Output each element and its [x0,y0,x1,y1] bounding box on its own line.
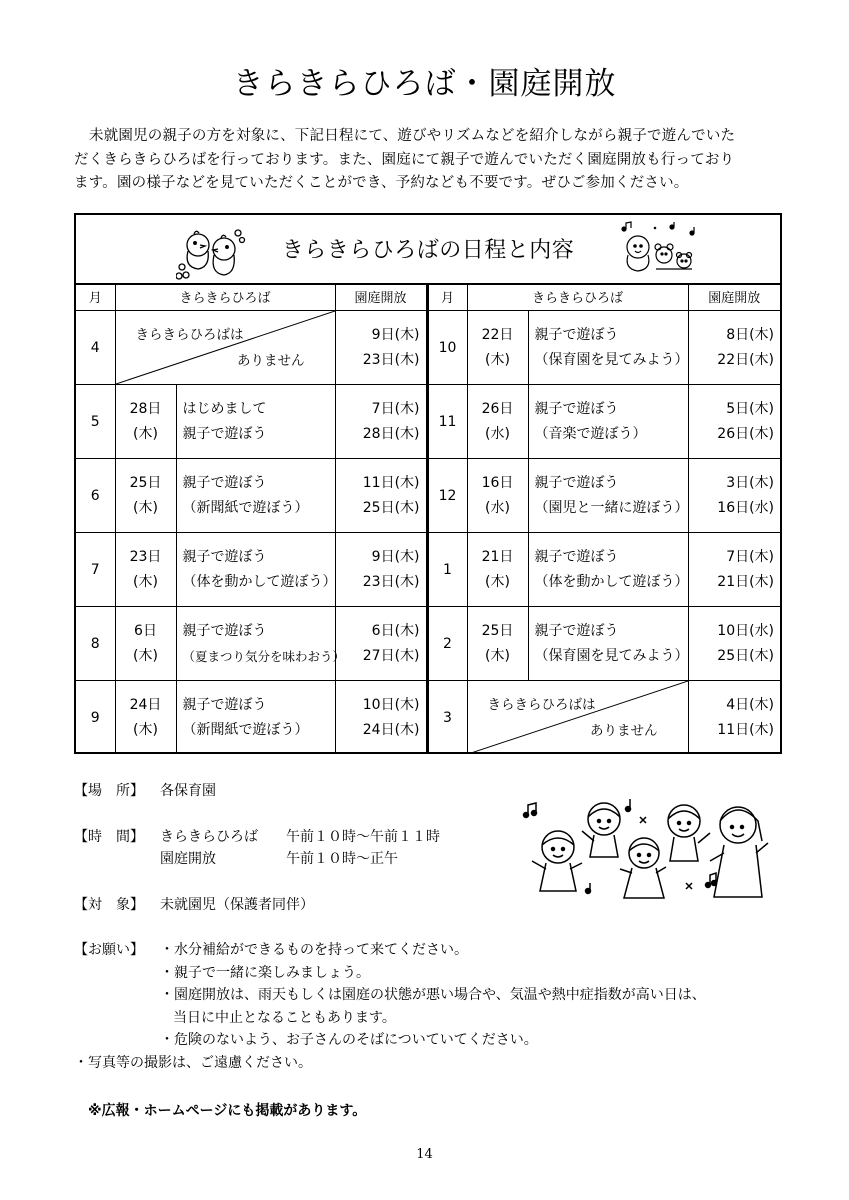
open-date: 4日(木) [726,696,775,713]
hiroba-date-cell [115,607,176,681]
header-month: 月 [76,283,115,311]
diagonal-line [468,681,688,754]
schedule-box [74,213,782,754]
hiroba-date: 26日 [481,400,514,417]
table-row [76,681,780,755]
no-event-text: きらきらひろばは [135,327,244,343]
no-event-text: ありません [590,723,658,739]
target-value: 未就園児（保護者同伴） [160,897,314,913]
open-dates-cell [688,311,780,385]
activity-title: 親子で遊ぼう [534,548,619,565]
activity-cell [176,533,335,607]
activity-cell [176,607,346,681]
hiroba-date: 23日 [129,548,162,565]
open-dates-cell [688,533,780,607]
month-cell: 5 [76,385,115,459]
hiroba-date: 25日 [481,622,514,639]
open-dates-cell [335,311,427,385]
no-event-cell [467,681,688,755]
activity-cell [176,385,335,459]
diagonal-line [116,311,335,384]
activity-cell [528,533,688,607]
schedule-title: きらきらひろばの日程と内容 [281,238,575,263]
open-date: 27日(木) [362,647,420,664]
open-date: 7日(木) [726,548,775,565]
table-header-row [76,283,780,311]
open-dates-cell [335,533,427,607]
month-cell: 12 [427,459,467,533]
time-info [74,826,440,870]
open-date: 24日(木) [362,721,420,738]
open-date: 26日(木) [717,425,775,442]
page-title: きらきらひろば・園庭開放 [232,66,617,102]
month-cell: 11 [427,385,467,459]
activity-theme: （新聞紙で遊ぼう） [182,721,309,738]
month-cell: 10 [427,311,467,385]
activity-cell [176,681,335,755]
kids-dancing-illustration-icon [520,795,776,907]
hiroba-weekday: (木) [485,351,510,368]
activity-theme: （音楽で遊ぼう） [534,425,647,442]
hiroba-date: 24日 [129,696,162,713]
hiroba-date: 22日 [481,326,514,343]
request-item: ・園庭開放は、雨天もしくは園庭の状態が悪い場合や、気温や熱中症指数が高い日は、 [160,987,706,1003]
open-date: 9日(木) [371,548,420,565]
header-open: 園庭開放 [688,283,780,311]
activity-title: 親子で遊ぼう [534,400,619,417]
open-dates-cell [335,385,427,459]
request-item: ・親子で一緒に楽しみましょう。 [160,964,370,981]
open-date: 25日(木) [362,499,420,516]
hiroba-weekday: (水) [485,425,510,442]
open-date: 16日(水) [717,499,775,516]
activity-title: 親子で遊ぼう [182,474,267,491]
hiroba-date-cell [467,459,528,533]
hiroba-weekday: (木) [485,647,510,664]
requests-section [74,939,706,1052]
time-hiroba-value: 午前１０時～午前１１時 [286,829,440,845]
request-item: 当日に中止となることもあります。 [173,1009,396,1026]
table-row [76,311,780,385]
header-hiroba: きらきらひろば [467,283,688,311]
no-event-text: きらきらひろばは [487,697,596,713]
open-date: 7日(木) [371,400,420,417]
activity-cell [528,385,688,459]
open-date: 10日(木) [362,696,420,713]
photo-note: ・写真等の撮影は、ご遠慮ください。 [74,1055,312,1071]
table-row [76,385,780,459]
activity-cell [528,459,688,533]
hiroba-weekday: (木) [485,573,510,590]
intro-line: ます。園の様子などを見ていただくことができ、予約なども不要です。ぜひご参加ください。 [74,175,689,191]
hiroba-date: 25日 [129,474,162,491]
open-date: 21日(木) [717,573,775,590]
hiroba-date-cell [467,533,528,607]
open-date: 23日(木) [362,351,420,368]
no-event-cell [115,311,335,385]
month-cell: 9 [76,681,115,755]
hiroba-weekday: (木) [133,425,158,442]
open-date: 25日(木) [717,647,775,664]
activity-cell [528,311,688,385]
time-open-value: 午前１０時～正午 [286,851,398,867]
open-date: 23日(木) [362,573,420,590]
hiroba-date-cell [467,607,528,681]
hiroba-date: 6日 [134,622,157,639]
schedule-table [76,283,780,754]
activity-title: 親子で遊ぼう [182,622,267,639]
hiroba-weekday: (木) [133,573,158,590]
hiroba-date-cell [467,385,528,459]
activity-theme: （保育園を見てみよう） [534,647,689,664]
open-date: 10日(水) [717,622,775,639]
open-dates-cell [688,385,780,459]
hiroba-date: 28日 [129,400,162,417]
month-cell: 1 [427,533,467,607]
time-label: 【時 間】 [74,829,144,845]
target-info [74,894,314,914]
month-cell: 6 [76,459,115,533]
hiroba-weekday: (水) [485,499,510,516]
page-number: 14 [416,1147,433,1162]
open-date: 5日(木) [726,400,775,417]
table-row [76,607,780,681]
table-row [76,459,780,533]
open-date: 3日(木) [726,474,775,491]
table-row [76,533,780,607]
hiroba-date: 21日 [481,548,514,565]
requests-label: 【お願い】 [74,942,144,958]
open-date: 22日(木) [717,351,775,368]
open-date: 11日(木) [362,474,420,491]
activity-title: 親子で遊ぼう [534,326,619,343]
activity-theme: （体を動かして遊ぼう） [534,573,689,590]
place-label: 【場 所】 [74,783,144,799]
time-hiroba-label: きらきらひろば [160,829,258,845]
kids-music-illustration-icon [616,221,702,281]
activity-theme: （体を動かして遊ぼう） [182,573,337,590]
intro-paragraph [74,125,794,196]
hiroba-date-cell [115,385,176,459]
activity-cell [176,459,335,533]
requests-list [160,939,706,1052]
hiroba-weekday: (木) [133,647,158,664]
activity-title: 親子で遊ぼう [534,474,619,491]
place-value: 各保育園 [160,783,216,799]
open-dates-cell [688,459,780,533]
open-dates-cell [335,607,427,681]
open-date: 11日(木) [717,721,775,738]
no-event-text: ありません [237,353,305,369]
open-date: 6日(木) [371,622,420,639]
hiroba-date-cell [115,459,176,533]
month-cell: 3 [427,681,467,755]
open-dates-cell [688,607,780,681]
open-date: 28日(木) [362,425,420,442]
activity-cell [528,607,688,681]
activity-title: はじめまして [182,400,267,417]
request-item: ・危険のないよう、お子さんのそばについていてください。 [160,1032,538,1048]
publicity-note: ※広報・ホームページにも掲載があります。 [88,1103,367,1119]
header-open: 園庭開放 [335,283,427,311]
activity-theme: （園児と一緒に遊ぼう） [534,499,689,516]
activity-title: 親子で遊ぼう [534,622,619,639]
activity-theme: （夏まつり気分を味わおう） [182,648,346,664]
activity-theme: （保育園を見てみよう） [534,351,689,368]
hiroba-date-cell [115,681,176,755]
open-dates-cell [335,459,427,533]
open-date: 9日(木) [371,326,420,343]
month-cell: 8 [76,607,115,681]
activity-theme: （新聞紙で遊ぼう） [182,499,309,516]
intro-line: だくきらきらひろばを行っております。また、園庭にて親子で遊んでいただく園庭開放も行っており [74,151,735,168]
schedule-header [76,215,780,285]
open-dates-cell [688,681,780,755]
open-date: 8日(木) [726,326,775,343]
hiroba-weekday: (木) [133,721,158,738]
activity-title: 親子で遊ぼう [182,548,267,565]
request-item: ・水分補給ができるものを持って来てください。 [160,942,468,958]
month-cell: 2 [427,607,467,681]
hiroba-date-cell [467,311,528,385]
open-dates-cell [335,681,427,755]
month-cell: 7 [76,533,115,607]
intro-line: 未就園児の親子の方を対象に、下記日程にて、遊びやリズムなどを紹介しながら親子で遊んでいた [89,128,736,144]
hiroba-weekday: (木) [133,499,158,516]
header-month: 月 [427,283,467,311]
month-cell: 4 [76,311,115,385]
place-info [74,780,216,800]
header-hiroba: きらきらひろば [115,283,335,311]
time-open-label: 園庭開放 [160,851,216,867]
activity-theme: 親子で遊ぼう [182,425,267,442]
target-label: 【対 象】 [74,897,144,913]
hiroba-date: 16日 [481,474,514,491]
hiroba-date-cell [115,533,176,607]
activity-title: 親子で遊ぼう [182,696,267,713]
